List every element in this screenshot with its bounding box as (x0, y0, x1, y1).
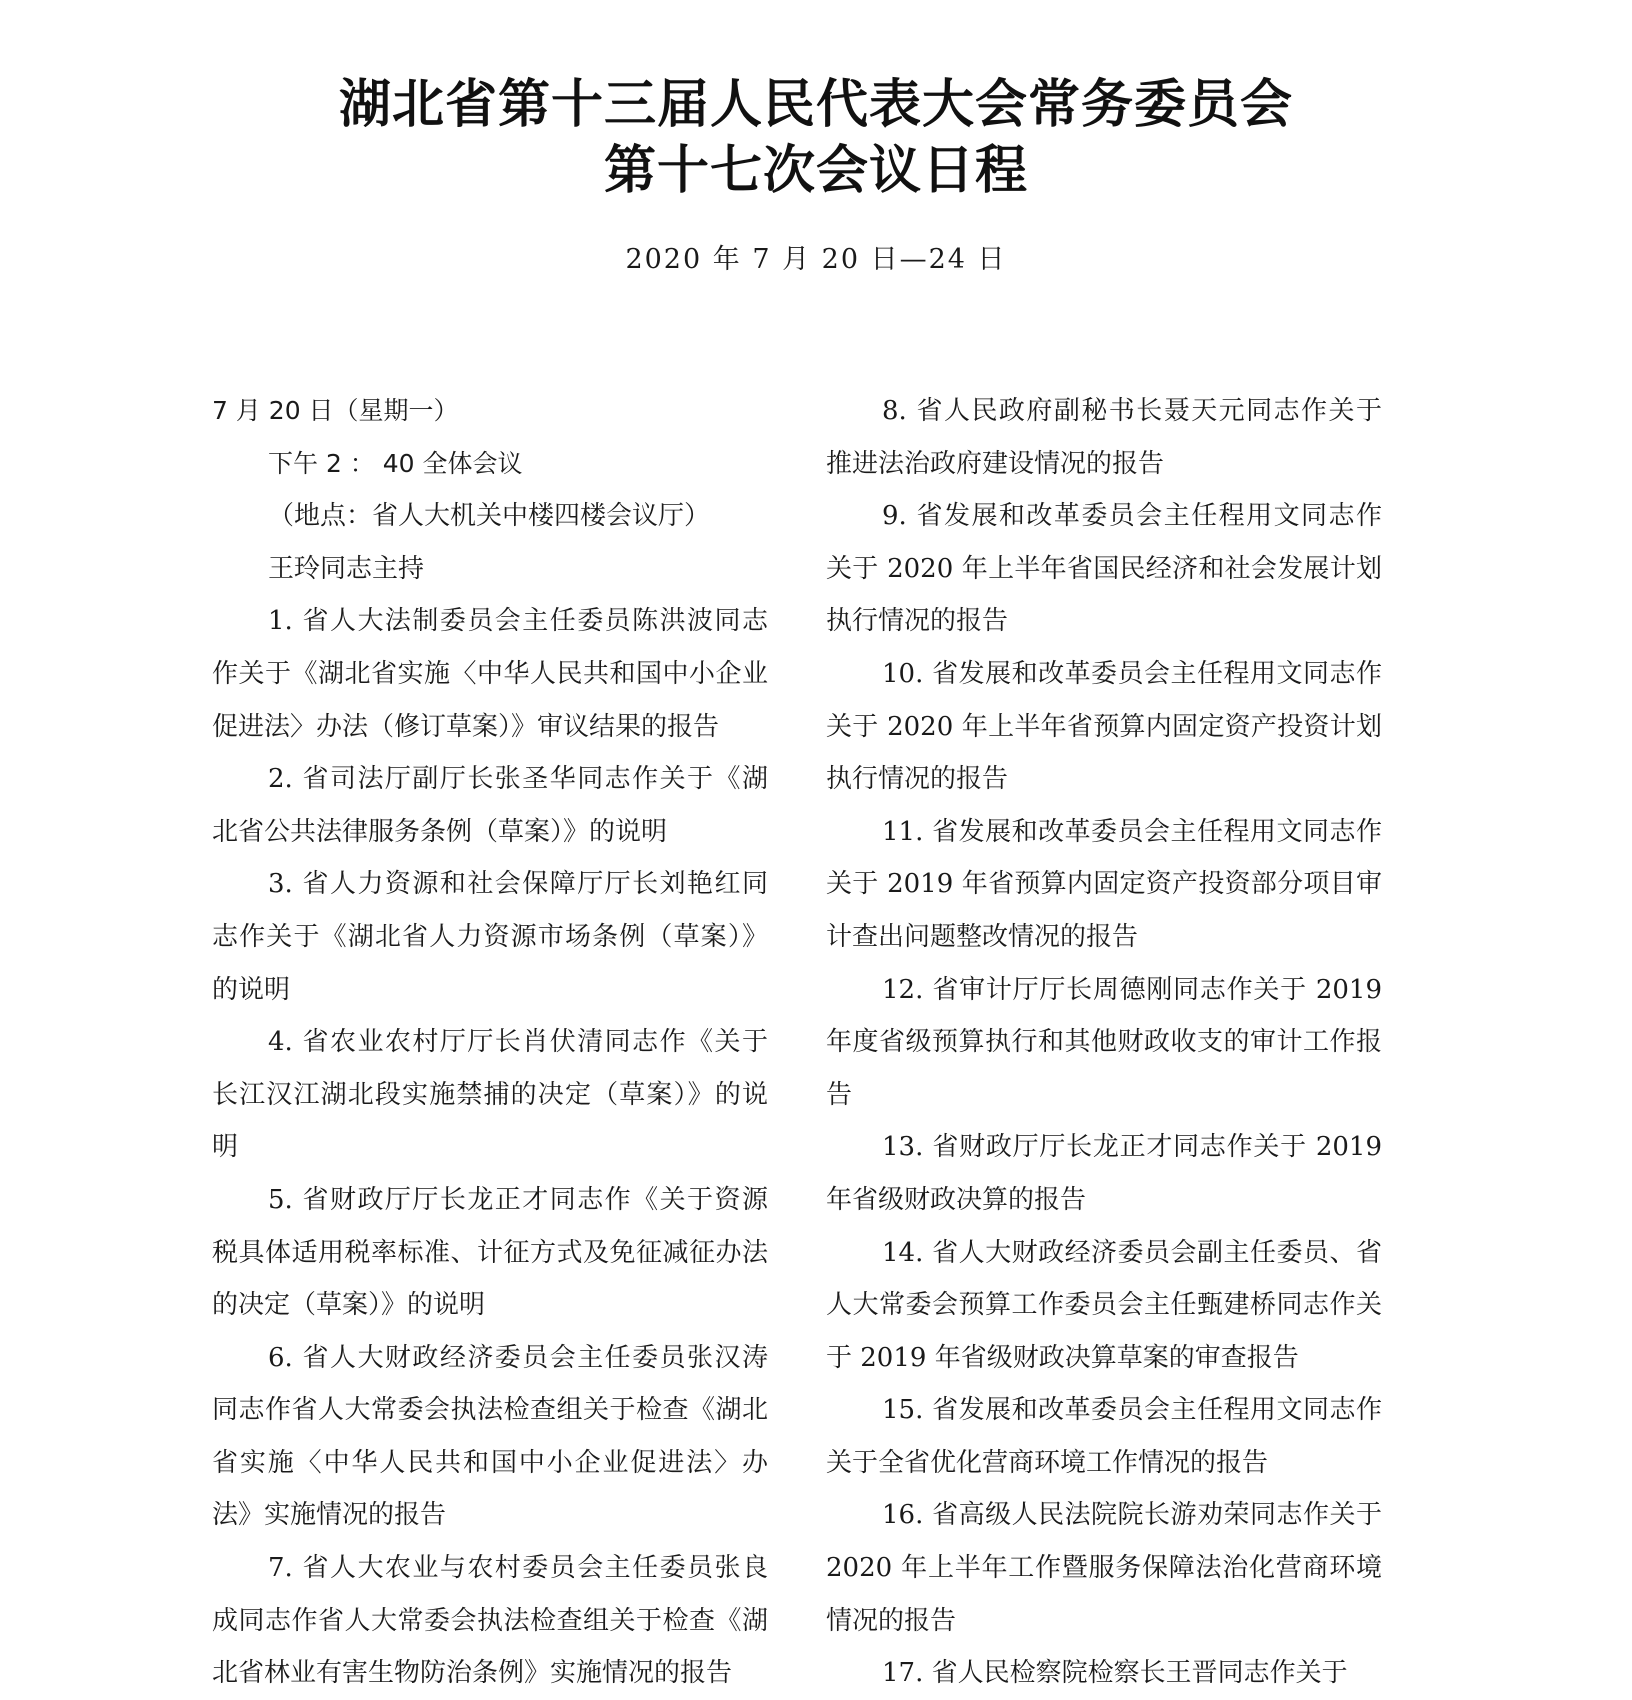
agenda-item: 2. 省司法厅副厅长张圣华同志作关于《湖北省公共法律服务条例（草案）》的说明 (212, 764, 768, 847)
title-line-2: 第十七次会议日程 (603, 141, 1028, 201)
agenda-item: 9. 省发展和改革委员会主任程用文同志作关于 2020 年上半年省国民经济和社会发展计划执行情况的报告 (826, 501, 1382, 637)
agenda-item: 4. 省农业农村厅厅长肖伏清同志作《关于长江汉江湖北段实施禁捕的决定（草案）》的说明 (212, 1027, 768, 1163)
agenda-item: 11. 省发展和改革委员会主任程用文同志作关于 2019 年省预算内固定资产投资部分项目审计查出问题整改情况的报告 (826, 816, 1382, 952)
session-time: 下午 2 ： 40 全体会议 (268, 448, 523, 478)
agenda-item: 1. 省人大法制委员会主任委员陈洪波同志作关于《湖北省实施〈中华人民共和国中小企业促进法〉办法（修订草案）》审议结果的报告 (212, 606, 768, 742)
right-column (826, 385, 1382, 1700)
day-heading: 7 月 20 日（星期一） (212, 396, 459, 425)
agenda-item: 12. 省审计厅厅长周德刚同志作关于 2019 年度省级预算执行和其他财政收支的审计工作报告 (826, 974, 1382, 1110)
agenda-item: 8. 省人民政府副秘书长聂天元同志作关于推进法治政府建设情况的报告 (826, 396, 1382, 479)
agenda-item: 3. 省人力资源和社会保障厅厅长刘艳红同志作关于《湖北省人力资源市场条例（草案）》的说明 (212, 869, 768, 1005)
document-title (0, 72, 1632, 204)
agenda-item: 17. 省人民检察院检察长王晋同志作关于 (882, 1658, 1348, 1689)
agenda-item: 7. 省人大农业与农村委员会主任委员张良成同志作省人大常委会执法检查组关于检查《湖北省林业有害生物防治条例》实施情况的报告 (212, 1553, 768, 1689)
agenda-item: 15. 省发展和改革委员会主任程用文同志作关于全省优化营商环境工作情况的报告 (826, 1395, 1382, 1478)
agenda-item: 5. 省财政厅厅长龙正才同志作《关于资源税具体适用税率标准、计征方式及免征减征办法的决定（草案）》的说明 (212, 1184, 768, 1321)
session-venue: （地点：省人大机关中楼四楼会议厅） (268, 501, 711, 532)
title-line-1: 湖北省第十三届人民代表大会常务委员会 (338, 75, 1293, 135)
left-column (212, 385, 768, 1700)
agenda-item: 13. 省财政厅厅长龙正才同志作关于 2019 年省级财政决算的报告 (826, 1132, 1382, 1215)
session-chair: 王玲同志主持 (268, 553, 425, 584)
agenda-item: 10. 省发展和改革委员会主任程用文同志作关于 2020 年上半年省预算内固定资产投资计划执行情况的报告 (826, 658, 1382, 795)
agenda-item: 16. 省高级人民法院院长游劝荣同志作关于 2020 年上半年工作暨服务保障法治化营商环境情况的报告 (826, 1500, 1382, 1636)
agenda-item: 14. 省人大财政经济委员会副主任委员、省人大常委会预算工作委员会主任甄建桥同志作关于 2019 年省级财政决算草案的审查报告 (826, 1237, 1382, 1373)
meeting-date-range: 2020 年 7 月 20 日—24 日 (625, 244, 1007, 275)
agenda-item: 6. 省人大财政经济委员会主任委员张汉涛同志作省人大常委会执法检查组关于检查《湖北省实施〈中华人民共和国中小企业促进法〉办法》实施情况的报告 (212, 1342, 768, 1531)
